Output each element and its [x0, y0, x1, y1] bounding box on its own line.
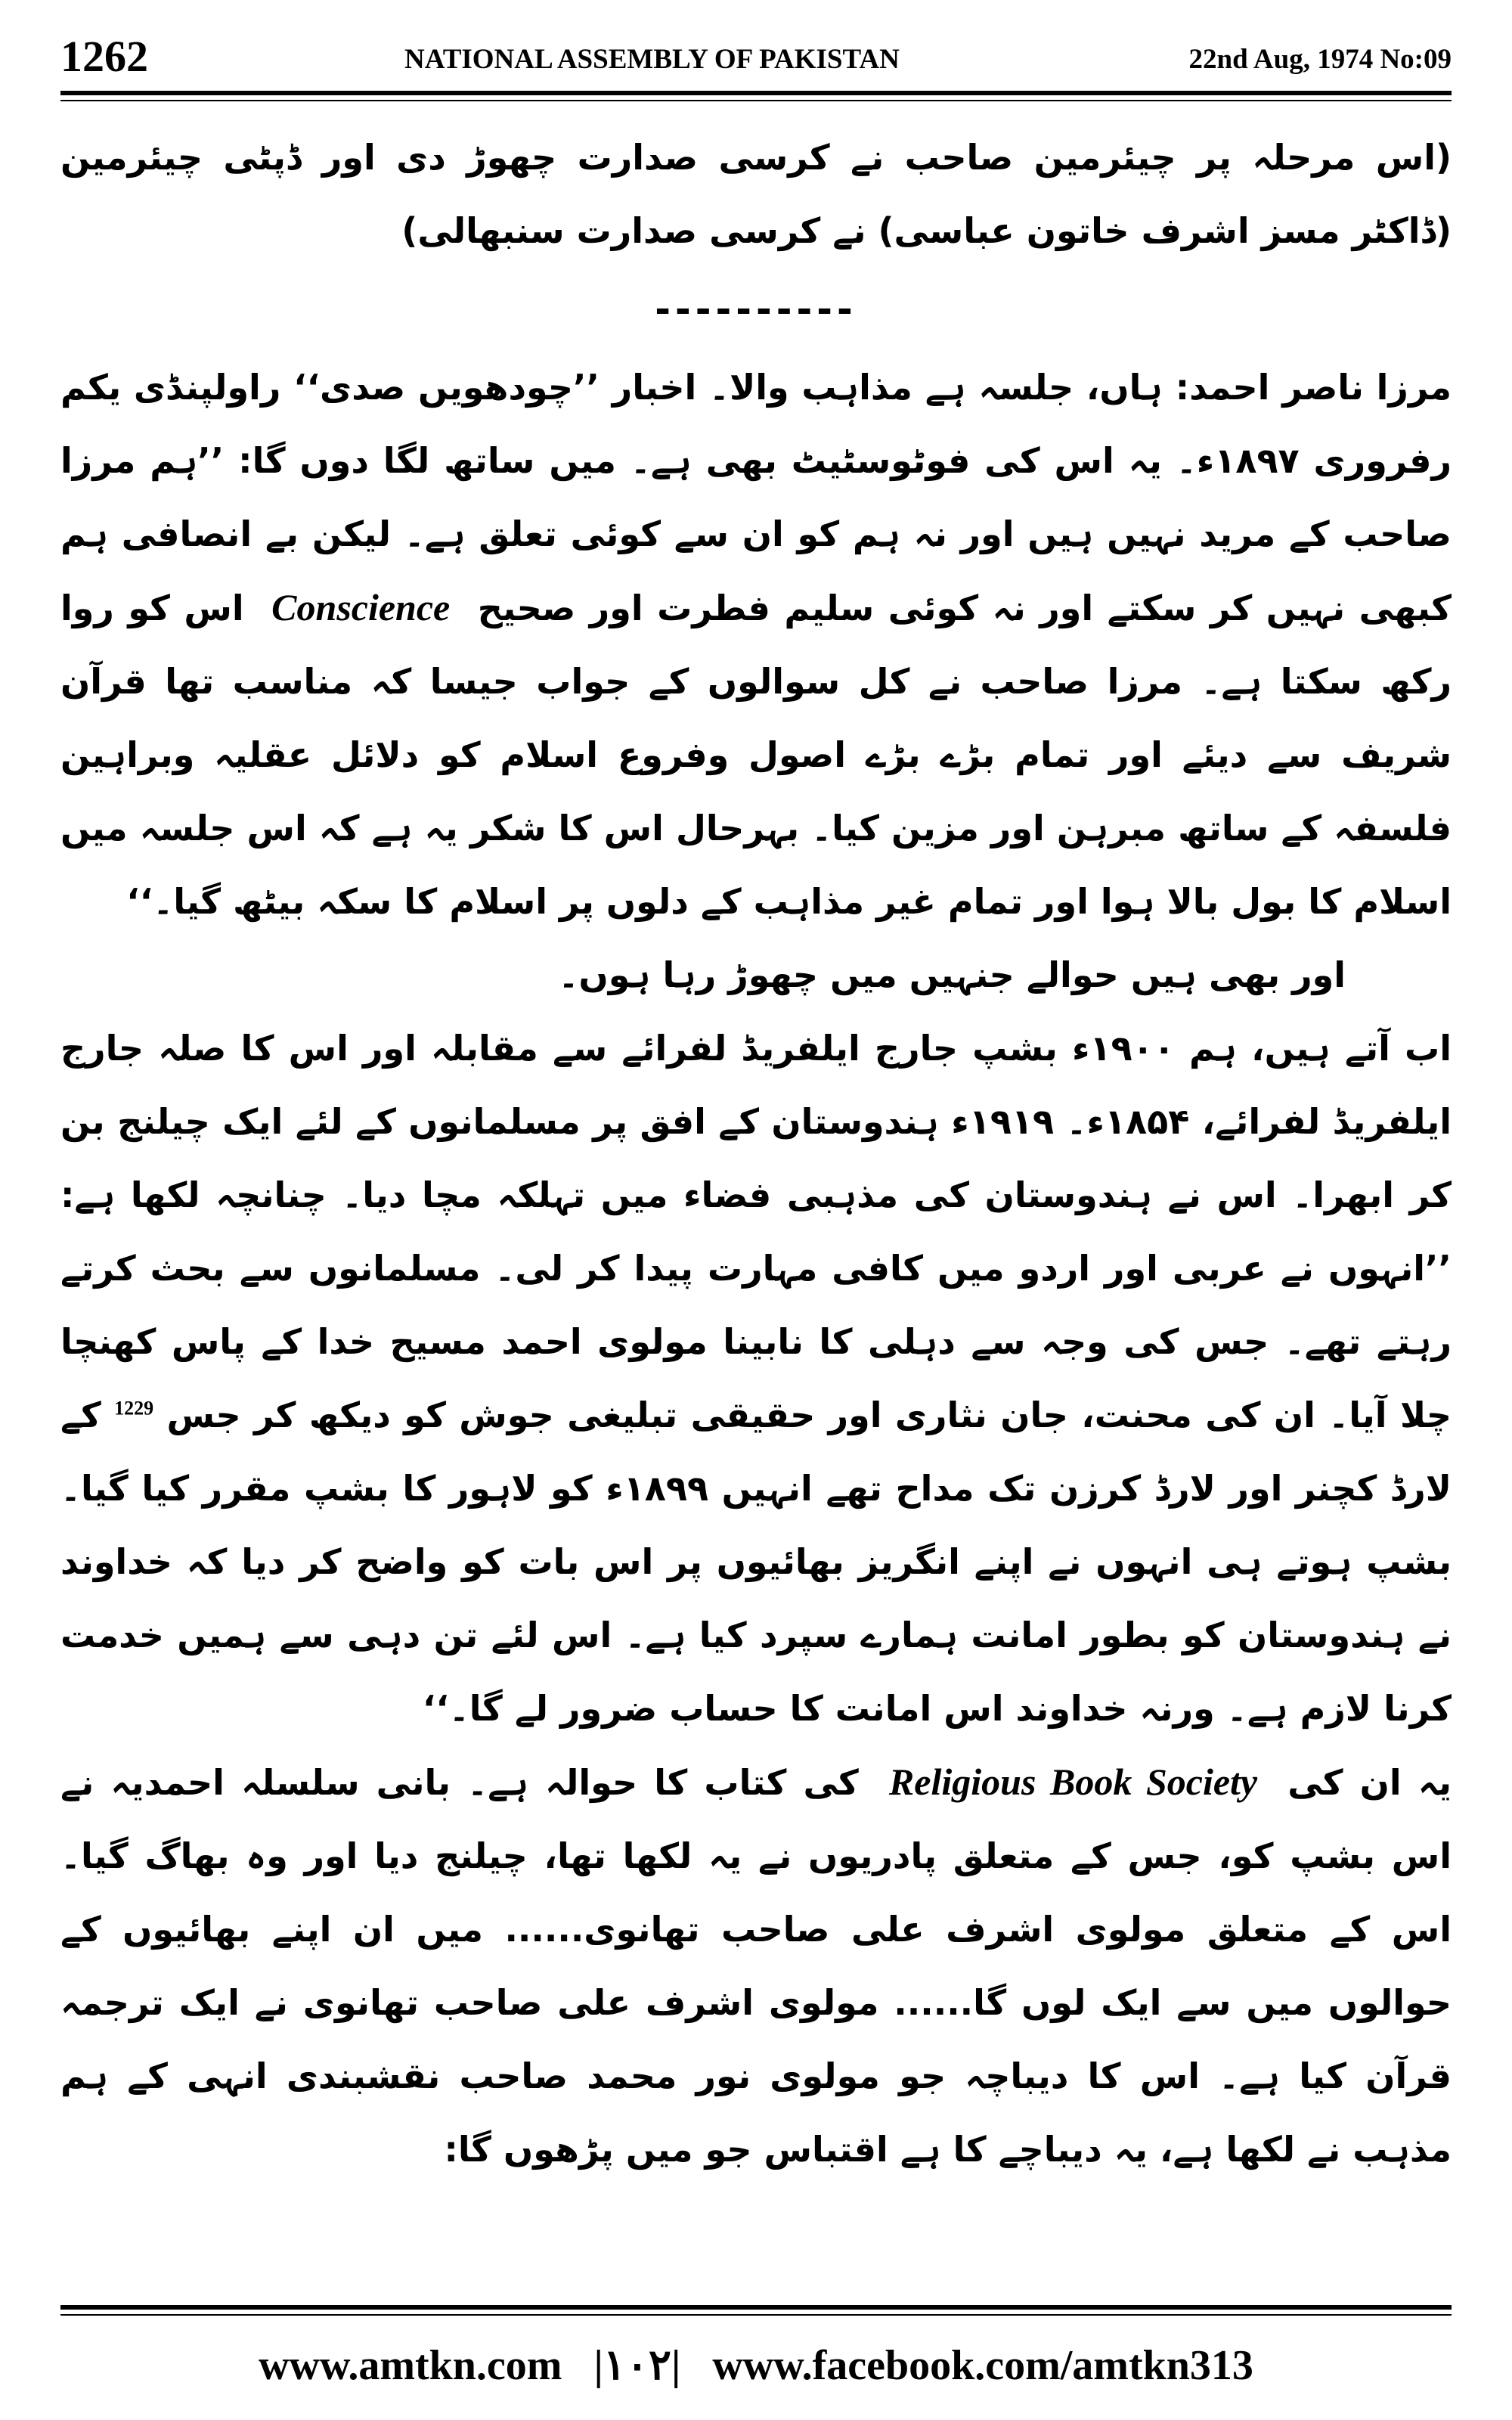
page-footer: [60, 2335, 1452, 2396]
latin-term-society: Religious Book Society: [888, 1761, 1258, 1803]
footnote-marker: 1229: [114, 1397, 154, 1419]
header-rule: [60, 91, 1452, 95]
publication-title: NATIONAL ASSEMBLY OF PAKISTAN: [404, 44, 900, 75]
chair-note: (اس مرحلہ پر چیئرمین صاحب نے کرسی صدارت چھوڑ دی اور ڈپٹی چیئرمین (ڈاکٹر مسز اشرف خاتون عباسی) نے کرسی صدارت سنبھالی): [60, 137, 1452, 251]
paragraph-2-text: اور بھی ہیں حوالے جنہیں میں چھوڑ رہا ہوں۔: [558, 954, 1346, 995]
page-number: 1262: [60, 32, 148, 81]
paragraph-3: [60, 1012, 1452, 1745]
session-date: 22nd Aug, 1974 No:09: [1188, 44, 1452, 75]
facebook-link[interactable]: www.facebook.com/amtkn313: [712, 2342, 1253, 2389]
header-rule-thin: [60, 100, 1452, 101]
speaker-name: مرزا ناصر احمد:: [1175, 367, 1452, 408]
paragraph-1-text-b: اس کو روا رکھ سکتا ہے۔ مرزا صاحب نے کل سوالوں کے جواب جیسا کہ مناسب تھا قرآن شریف سے دیئے اور تمام بڑے بڑے اصول وفروع اسلام کو دلائل عقلیہ وبراہین فلسفہ کے ساتھ مبرہن اور مزین کیا۔ بہرحال اس کا شکر یہ ہے کہ اس جلسہ میں اسلام کا بول بالا ہوا اور تمام غیر مذاہب کے دلوں پر اسلام کا سکہ بیٹھ گیا۔‘‘: [60, 588, 1452, 922]
latin-term-conscience: Conscience: [271, 586, 451, 628]
footer-rule: [60, 2305, 1452, 2310]
paragraph-2: [60, 939, 1452, 1012]
paragraph-1-text-a: ہاں، جلسہ ہے مذاہب والا۔ اخبار ’’چودھویں صدی‘‘ راولپنڈی یکم رفروری ۱۸۹۷ء۔ یہ اس کی فوٹوسٹیٹ بھی ہے۔ میں ساتھ لگا دوں گا: ’’ہم مرزا صاحب کے مرید نہیں ہیں اور نہ ہم کو ان سے کوئی تعلق ہے۔ لیکن بے انصافی ہم کبھی نہیں کر سکتے اور نہ کوئی سلیم فطرت اور صحیح: [60, 367, 1452, 628]
paragraph-4: [60, 1745, 1452, 2186]
paragraph-4-text-b: کی کتاب کا حوالہ ہے۔ بانی سلسلہ احمدیہ نے اس بشپ کو، جس کے متعلق پادریوں نے یہ لکھا تھا، چیلنج دیا اور وہ بھاگ گیا۔ اس کے متعلق مولوی اشرف علی صاحب تھانوی...... میں ان اپنے بھائیوں کے حوالوں میں سے ایک لوں گا...... مولوی اشرف علی صاحب تھانوی نے ایک ترجمہ قرآن کیا ہے۔ اس کا دیباچہ جو مولوی نور محمد صاحب نقشبندی انہی کے ہم مذہب نے لکھا ہے، یہ دیباچے کا ہے اقتباس جو میں پڑھوں گا:: [60, 1762, 1452, 2170]
document-body: [60, 121, 1452, 2216]
section-separator: ----------: [655, 287, 857, 331]
paragraph-1: [60, 351, 1452, 939]
paragraph-3-text-a: اب آتے ہیں، ہم ۱۹۰۰ء بشپ جارج ایلفریڈ لفرائے سے مقابلہ اور اس کا صلہ جارج ایلفریڈ لفرائے، ۱۸۵۴ء۔ ۱۹۱۹ء ہندوستان کے افق پر مسلمانوں کے لئے ایک چیلنج بن کر ابھرا۔ اس نے ہندوستان کی مذہبی فضاء میں تہلکہ مچا دیا۔ چنانچہ لکھا ہے: ’’انہوں نے عربی اور اردو میں کافی مہارت پیدا کر لی۔ مسلمانوں سے بحث کرتے رہتے تھے۔ جس کی وجہ سے دہلی کا نابینا مولوی احمد مسیح خدا کے پاس کھنچا چلا آیا۔ ان کی محنت، جان نثاری اور حقیقی تبلیغی جوش کو دیکھ کر جس: [60, 1028, 1452, 1435]
website-link[interactable]: www.amtkn.com: [259, 2342, 562, 2389]
paragraph-4-text-a: یہ ان کی: [1287, 1762, 1452, 1803]
page-header: [60, 30, 1452, 83]
paragraph-3-text-b: کے لارڈ کچنر اور لارڈ کرزن تک مداح تھے انہیں ۱۸۹۹ء کو لاہور کا بشپ مقرر کیا گیا۔ بشپ ہوتے ہی انہوں نے اپنے انگریز بھائیوں پر اس بات کو واضح کر دیا کہ خداوند نے ہندوستان کو بطور امانت ہمارے سپرد کیا ہے۔ اس لئے تن دہی سے ہمیں خدمت کرنا لازم ہے۔ ورنہ خداوند اس امانت کا حساب ضرور لے گا۔‘‘: [60, 1395, 1452, 1729]
footer-rule-thin: [60, 2314, 1452, 2316]
page-marker: |۱۰۲|: [593, 2342, 681, 2389]
